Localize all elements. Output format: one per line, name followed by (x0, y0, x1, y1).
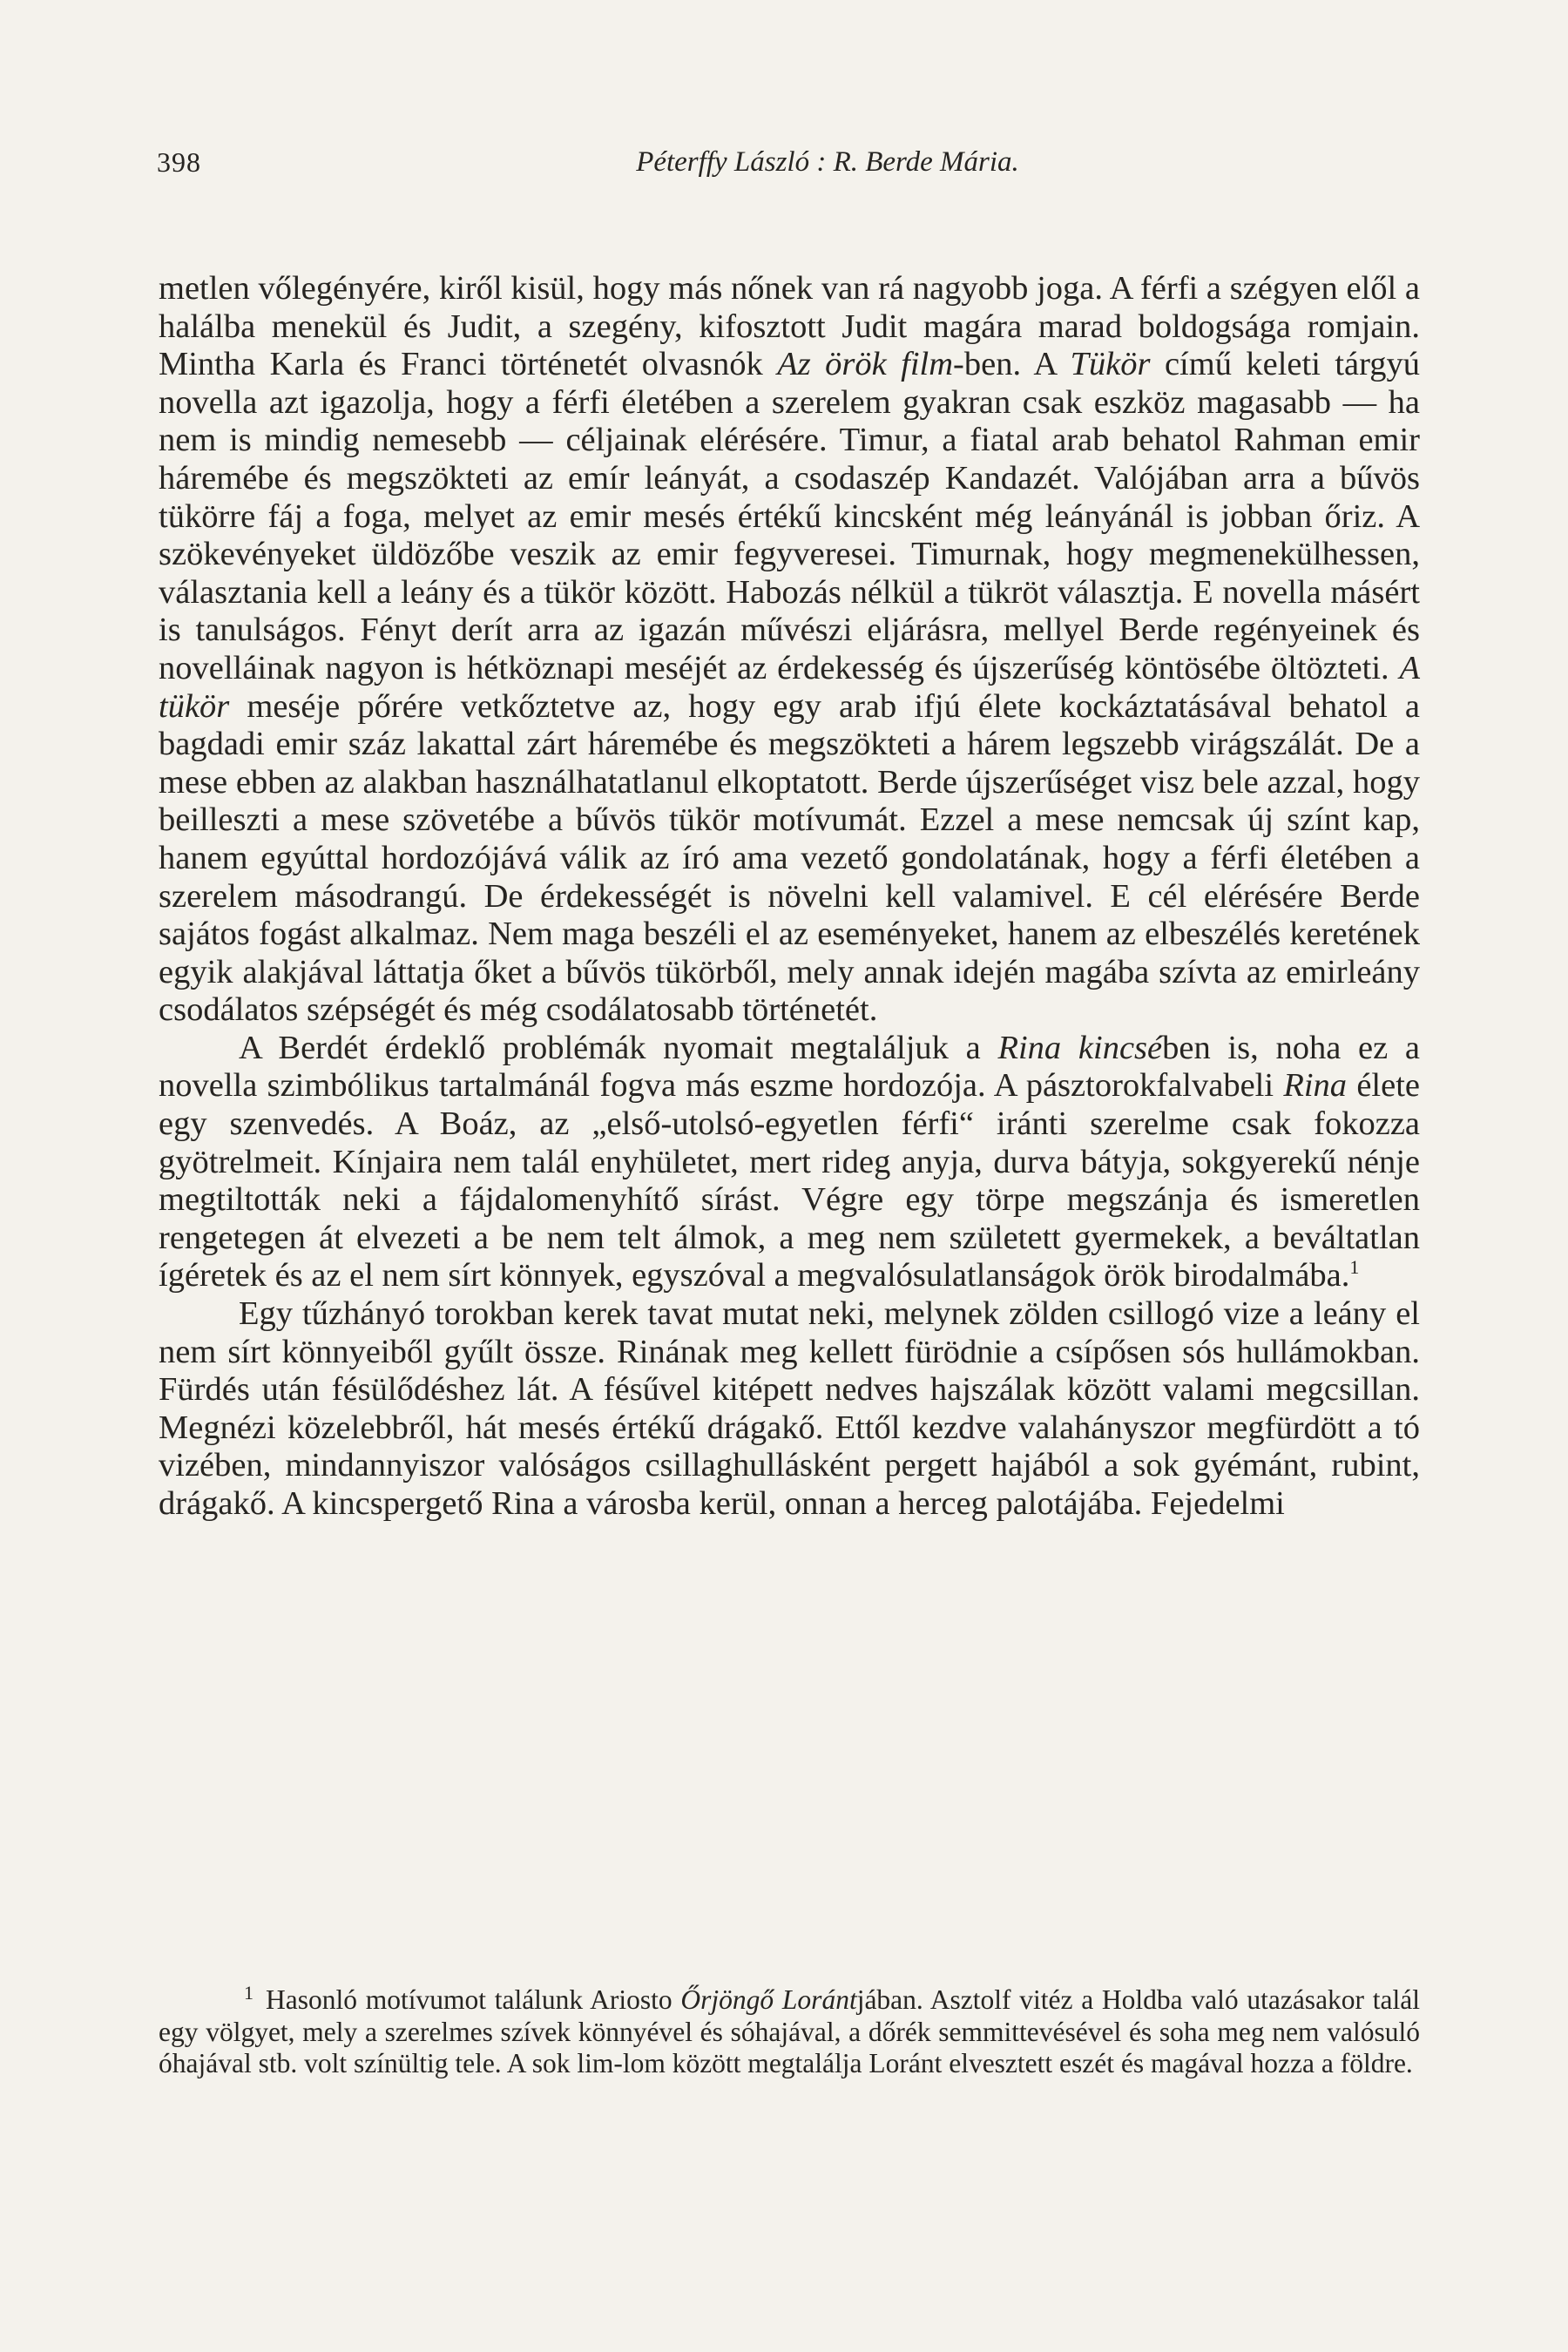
running-title: Péterffy László : R. Berde Mária. (636, 146, 1019, 178)
title-az-orok-film: Az örök film (777, 346, 954, 383)
text-span: Hasonló motívumot találunk Ariosto (266, 1984, 681, 2015)
text-span: jában. Asztolf vitéz a Holdba való utazásakor talál egy völgyet, mely a szerelmes szívek könnyével és sóhajával, a dőrék semmittevésével és soha meg nem valósuló óhajával stb. volt színültig tele. A sok lim-lom között megtalálja Loránt elvesztett eszét és magával hozza a földre. (159, 1984, 1420, 2078)
text-span: élete egy szenvedés. A Boáz, az „első-utolsó-egyetlen férfi“ iránti szerelme csak fokozza gyötrelmeit. Kínjaira nem talál enyhületet, mert rideg anyja, durva bátyja, sokgyerekű nénje megtiltották neki a fájdalomenyhítő sírást. Végre egy törpe megszánja és ismeretlen rengetegen át elvezeti a be nem telt álmok, a meg nem született gyermekek, a beváltatlan ígéretek és az el nem sírt könnyek, egyszóval a megvalósulatlanságok örök birodalmába. (159, 1067, 1420, 1294)
text-span: Egy tűzhányó torokban kerek tavat mutat neki, melynek zölden csillogó vize a leány el nem sírt könnyeiből gyűlt össze. Rinának meg kellett fürödnie a csípősen sós hullámokban. Fürdés után fésülődéshez lát. A fésűvel kitépett nedves hajszálak között valami megcsillan. Megnézi közelebbről, hát mesés értékű drágakő. Ettől kezdve valahányszor megfürdött a tó vizében, mindannyiszor valóságos csillaghullásként pergett hajából a sok gyémánt, rubint, drágakő. A kincspergető Rina a városba kerül, onnan a herceg palotájába. Fejedelmi (159, 1295, 1420, 1522)
footnote-reference: 1 (1349, 1256, 1360, 1279)
text-span: meséje pőrére vetkőztetve az, hogy egy arab ifjú élete kockáztatásával behatol a bagdadi emir száz lakattal zárt háremébe és megszökteti a hárem legszebb virágszálát. De a mese ebben az alakban használhatatlanul elkoptatott. Berde újszerűséget visz bele azzal, hogy beilleszti a mese szövetébe a bűvös tükör motívumát. Ezzel a mese nemcsak új színt kap, hanem egyúttal hordozójává válik az író ama vezető gondolatának, hogy a férfi életében a szerelem másodrangú. De érdekességét is növelni kell valamivel. E cél elérésére Berde sajátos fogást alkalmaz. Nem maga beszéli el az eseményeket, hanem az elbeszélés keretének egyik alakjával láttatja őket a bűvös tükörből, mely annak idején magába szívta az emirleány csodálatos szépségét és még csodálatosabb történetét. (159, 687, 1420, 1029)
footnote (159, 1981, 1420, 2080)
main-text (159, 270, 1420, 1524)
title-rina-kincse: Rina kincsé (997, 1029, 1163, 1066)
footnote-text (159, 1981, 1420, 2080)
paragraph-1 (159, 270, 1420, 1030)
title-a-tukor: A tükör (159, 649, 1420, 725)
title-tukor: Tükör (1070, 346, 1151, 383)
text-span: A Berdét érdeklő problémák nyomait megtaláljuk a (239, 1029, 998, 1066)
text-span: ben is, noha ez a novella szimbólikus tartalmánál fogva más eszme hordozója. A pásztorokfalvabeli (159, 1029, 1420, 1105)
title-orjongo-lorant: Őrjöngő Loránt (680, 1984, 857, 2015)
paragraph-2 (159, 1030, 1420, 1295)
text-span: metlen vőlegényére, kiről kisül, hogy más nőnek van rá nagyobb joga. A férfi a szégyen elől a halálba menekül és Judit, a szegény, kifosztott Judit magára marad boldogsága romjain. Mintha Karla és Franci történetét olvasnók (159, 270, 1420, 383)
text-span: -ben. A (953, 346, 1071, 383)
text-span: című keleti tárgyú novella azt igazolja, hogy a férfi életében a szerelem gyakran csak eszköz magasabb — ha nem is mindig nemesebb — céljainak elérésére. Timur, a fiatal arab behatol Rahman emir háremébe és megszökteti az emír leányát, a csodaszép Kandazét. Valójában arra a bűvös tükörre fáj a foga, melyet az emir mesés értékű kincsként még leányánál is jobban őriz. A szökevényeket üldözőbe veszik az emir fegyveresei. Timurnak, hogy megmenekülhessen, választania kell a leány és a tükör között. Habozás nélkül a tükröt választja. E novella másért is tanulságos. Fényt derít arra az igazán művészi eljárásra, mellyel Berde regényeinek és novelláinak nagyon is hétköznapi meséjét az érdekesség és újszerűség köntösébe öltözteti. (159, 346, 1420, 686)
page-number: 398 (157, 146, 201, 178)
footnote-mark: 1 (244, 1981, 253, 2004)
page-header (157, 146, 1411, 190)
name-rina: Rina (1283, 1067, 1348, 1105)
paragraph-3 (159, 1295, 1420, 1524)
